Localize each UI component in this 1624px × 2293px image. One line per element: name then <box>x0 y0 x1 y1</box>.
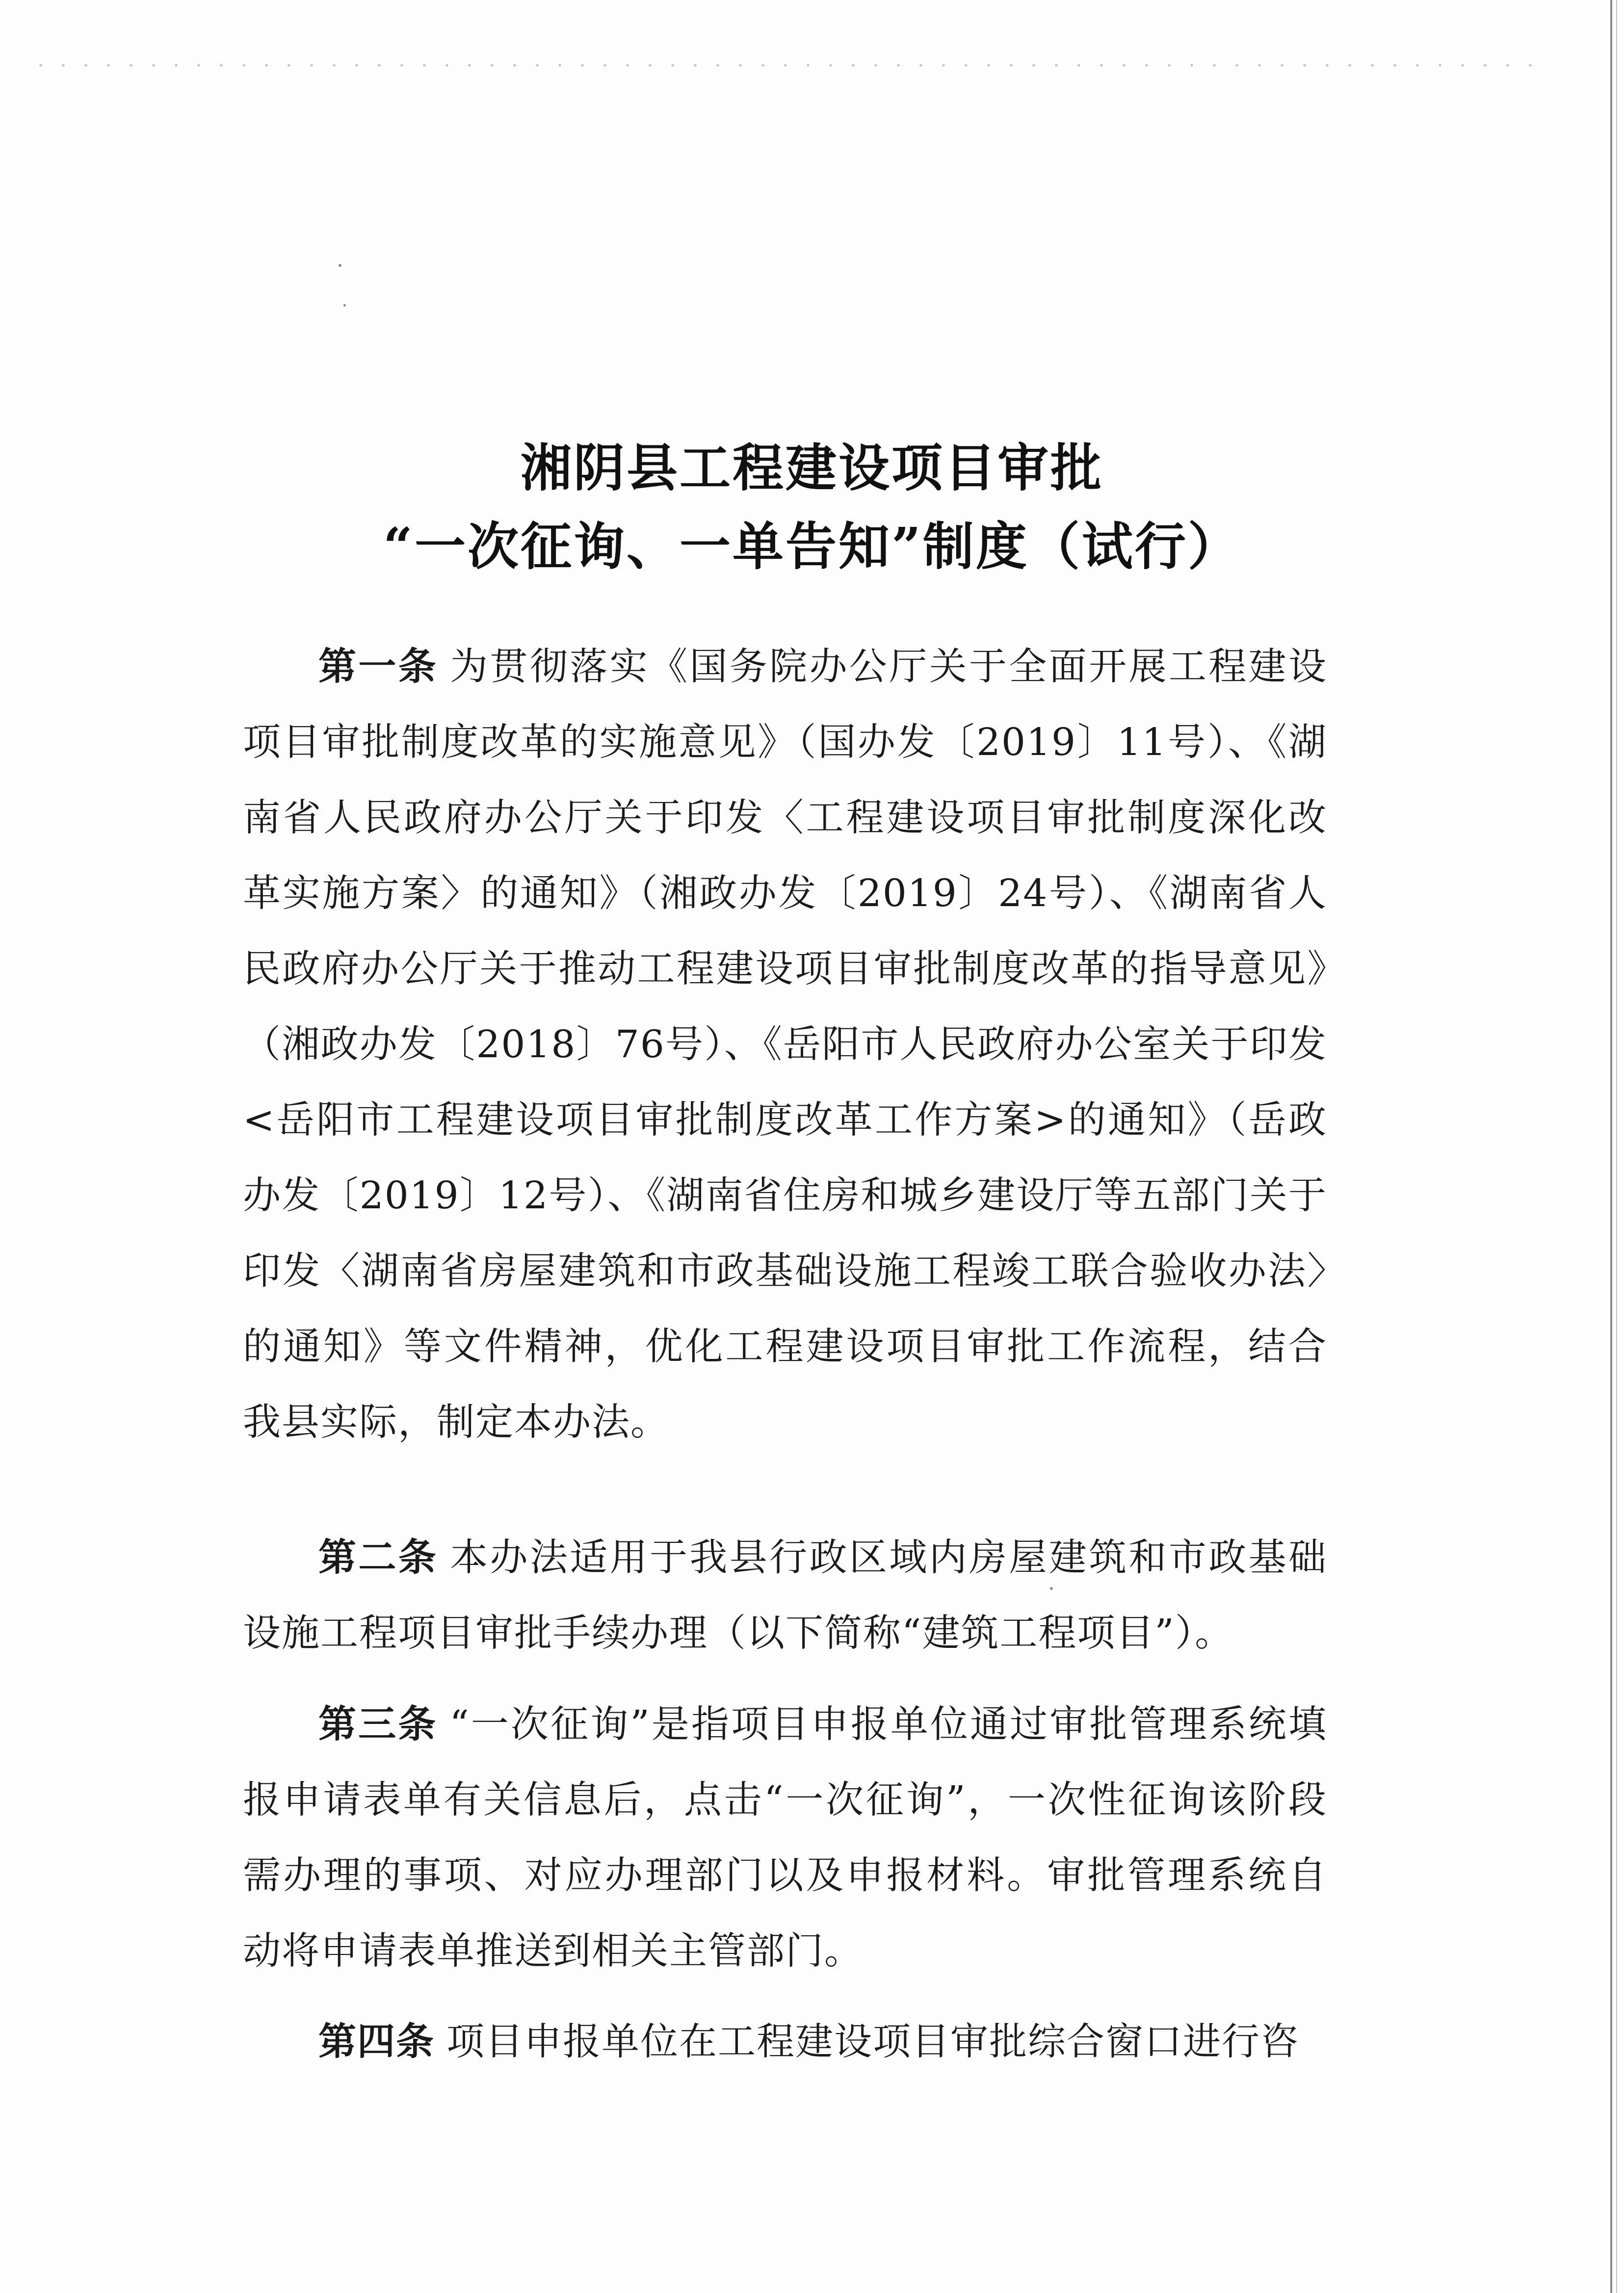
document-title-line2: “一次征询、一单告知”制度（试行） <box>383 516 1241 576</box>
article-text: 项目申报单位在工程建设项目审批综合窗口进行咨 <box>446 2020 1299 2064</box>
article-text: 为贯彻落实《国务院办公厅关于全面开展工程建设项目审批制度改革的实施意见》（国办发〔2019〕11号）、《湖南省人民政府办公厅关于印发〈工程建设项目审批制度深化改革实施方案〉的通知》（湘政办发〔2019〕24号）、《湖南省人民政府办公厅关于推动工程建设项目审批制度改革的指导意见》（湘政办发〔2018〕76号）、《岳阳市人民政府办公室关于印发<岳阳市工程建设项目审批制度改革工作方案>的通知》（岳政办发〔2019〕12号）、《湖南省住房和城乡建设厅等五部门关于印发〈湖南省房屋建筑和市政基础设施工程竣工联合验收办法〉的通知》等文件精神，优化工程建设项目审批工作流程，结合我县实际，制定本办法。 <box>243 645 1327 1444</box>
article-number: 第三条 <box>318 1702 438 1746</box>
article-paragraph <box>243 1687 1327 1989</box>
scan-edge-line <box>1610 0 1612 2293</box>
article-text: 本办法适用于我县行政区域内房屋建筑和市政基础设施工程项目审批手续办理（以下简称“建筑工程项目”）。 <box>243 1536 1327 1655</box>
scan-speck <box>339 264 341 267</box>
scan-edge-line-secondary <box>1616 0 1617 2293</box>
article-paragraph <box>243 2004 1327 2080</box>
article-number: 第四条 <box>318 2020 435 2064</box>
article-paragraph <box>243 629 1327 1460</box>
scan-speck <box>343 304 346 307</box>
article-number: 第二条 <box>318 1536 439 1580</box>
document-title-line1: 湘阴县工程建设项目审批 <box>520 437 1103 498</box>
article-text: “一次征询”是指项目申报单位通过审批管理系统填报申请表单有关信息后，点击“一次征询”，一次性征询该阶段需办理的事项、对应办理部门以及申报材料。审批管理系统自动将申请表单推送到相关主管部门。 <box>243 1703 1328 1973</box>
article-paragraph <box>243 1520 1327 1671</box>
scan-artifact-dots <box>29 63 1541 68</box>
article-number: 第一条 <box>318 645 439 689</box>
